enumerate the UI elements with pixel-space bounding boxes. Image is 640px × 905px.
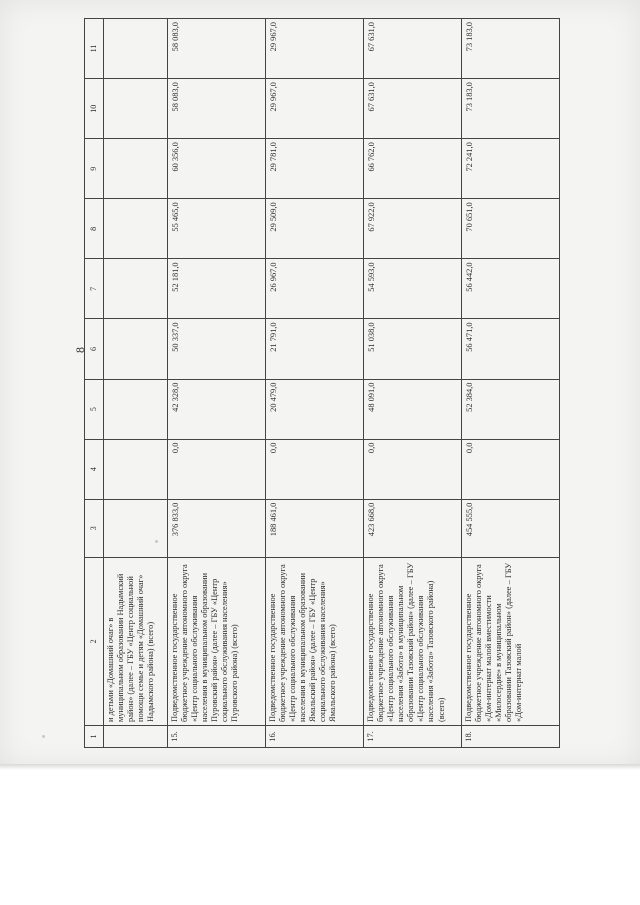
amount-cell: 67 631,0 — [364, 79, 462, 139]
amount-cell: 58 083,0 — [168, 79, 266, 139]
amount-cell: 454 555,0 — [462, 499, 560, 557]
scan-edge — [0, 764, 640, 770]
column-header: 11 — [85, 19, 104, 79]
column-header: 4 — [85, 439, 104, 499]
budget-table-container — [84, 18, 564, 748]
amount-cell: 29 967,0 — [266, 19, 364, 79]
row-number-cell: 16. — [266, 725, 364, 747]
amount-cell: 52 181,0 — [168, 259, 266, 319]
amount-cell — [104, 319, 168, 379]
institution-name-cell: Подведомственное государственное бюджетное учреждение автономного округа «Центр социального обслуживания населения в муниципальном образовании Пуровский район» (далее – ГБУ «Центр социального обслуживания населения» Пуровского района) (всего) — [168, 557, 266, 725]
row-number-cell: 15. — [168, 725, 266, 747]
amount-cell: 0,0 — [462, 439, 560, 499]
amount-cell: 0,0 — [168, 439, 266, 499]
amount-cell: 50 337,0 — [168, 319, 266, 379]
amount-cell: 52 384,0 — [462, 379, 560, 439]
amount-cell: 54 593,0 — [364, 259, 462, 319]
amount-cell: 29 781,0 — [266, 139, 364, 199]
column-header: 9 — [85, 139, 104, 199]
amount-cell: 29 509,0 — [266, 199, 364, 259]
amount-cell: 42 328,0 — [168, 379, 266, 439]
amount-cell — [104, 199, 168, 259]
row-number-cell — [104, 725, 168, 747]
amount-cell — [104, 499, 168, 557]
table-row — [462, 19, 560, 748]
column-header: 5 — [85, 379, 104, 439]
amount-cell: 0,0 — [266, 439, 364, 499]
amount-cell: 188 461,0 — [266, 499, 364, 557]
column-header: 6 — [85, 319, 104, 379]
table-row — [364, 19, 462, 748]
row-number-cell: 17. — [364, 725, 462, 747]
amount-cell — [104, 19, 168, 79]
amount-cell: 66 762,0 — [364, 139, 462, 199]
amount-cell: 29 967,0 — [266, 79, 364, 139]
row-number-cell: 18. — [462, 725, 560, 747]
amount-cell — [104, 259, 168, 319]
amount-cell — [104, 439, 168, 499]
amount-cell: 20 479,0 — [266, 379, 364, 439]
amount-cell: 73 183,0 — [462, 19, 560, 79]
institution-name-cell: Подведомственное государственное бюджетное учреждение автономного округа «Центр социального обслуживания населения «Забота» в муниципальном образовании Тазовский район» (далее – ГБУ «Центр социального обслуживания населения «Забота» Тазовского района) (всего) — [364, 557, 462, 725]
amount-cell: 26 967,0 — [266, 259, 364, 319]
scan-speck — [42, 735, 45, 738]
amount-cell: 56 442,0 — [462, 259, 560, 319]
institution-name-cell: Подведомственное государственное бюджетное учреждение автономного округа «Дом-интернат малой вместимости «Милосердие» в муниципальном образовании Тазовский район» (далее – ГБУ «Дом-интернат малой — [462, 557, 560, 725]
budget-table — [84, 18, 560, 748]
amount-cell: 58 083,0 — [168, 19, 266, 79]
amount-cell — [104, 379, 168, 439]
institution-name-cell: и детьми «Домашний очаг» в муниципальном образовании Надымский район» (далее – ГБУ «Центр социальной помощи семье и детям «Домашний очаг» Надымского района) (всего) — [104, 557, 168, 725]
amount-cell: 0,0 — [364, 439, 462, 499]
amount-cell — [104, 139, 168, 199]
amount-cell: 21 791,0 — [266, 319, 364, 379]
amount-cell: 51 038,0 — [364, 319, 462, 379]
amount-cell: 423 668,0 — [364, 499, 462, 557]
amount-cell: 376 833,0 — [168, 499, 266, 557]
table-row — [168, 19, 266, 748]
amount-cell: 73 183,0 — [462, 79, 560, 139]
amount-cell: 56 471,0 — [462, 319, 560, 379]
amount-cell — [104, 79, 168, 139]
column-header: 3 — [85, 499, 104, 557]
column-header: 2 — [85, 557, 104, 725]
page-number: 8 — [73, 347, 87, 353]
table-row — [104, 19, 168, 748]
amount-cell: 48 091,0 — [364, 379, 462, 439]
column-header: 7 — [85, 259, 104, 319]
amount-cell: 70 651,0 — [462, 199, 560, 259]
column-header: 1 — [85, 725, 104, 747]
column-header: 10 — [85, 79, 104, 139]
amount-cell: 67 922,0 — [364, 199, 462, 259]
amount-cell: 67 631,0 — [364, 19, 462, 79]
amount-cell: 55 465,0 — [168, 199, 266, 259]
amount-cell: 72 241,0 — [462, 139, 560, 199]
amount-cell: 60 356,0 — [168, 139, 266, 199]
table-header-row — [85, 19, 104, 748]
table-row — [266, 19, 364, 748]
column-header: 8 — [85, 199, 104, 259]
institution-name-cell: Подведомственное государственное бюджетное учреждение автономного округа «Центр социального обслуживания населения в муниципальном образовании Ямальский район» (далее – ГБУ «Центр социального обслуживания населения» Ямальского района) (всего) — [266, 557, 364, 725]
